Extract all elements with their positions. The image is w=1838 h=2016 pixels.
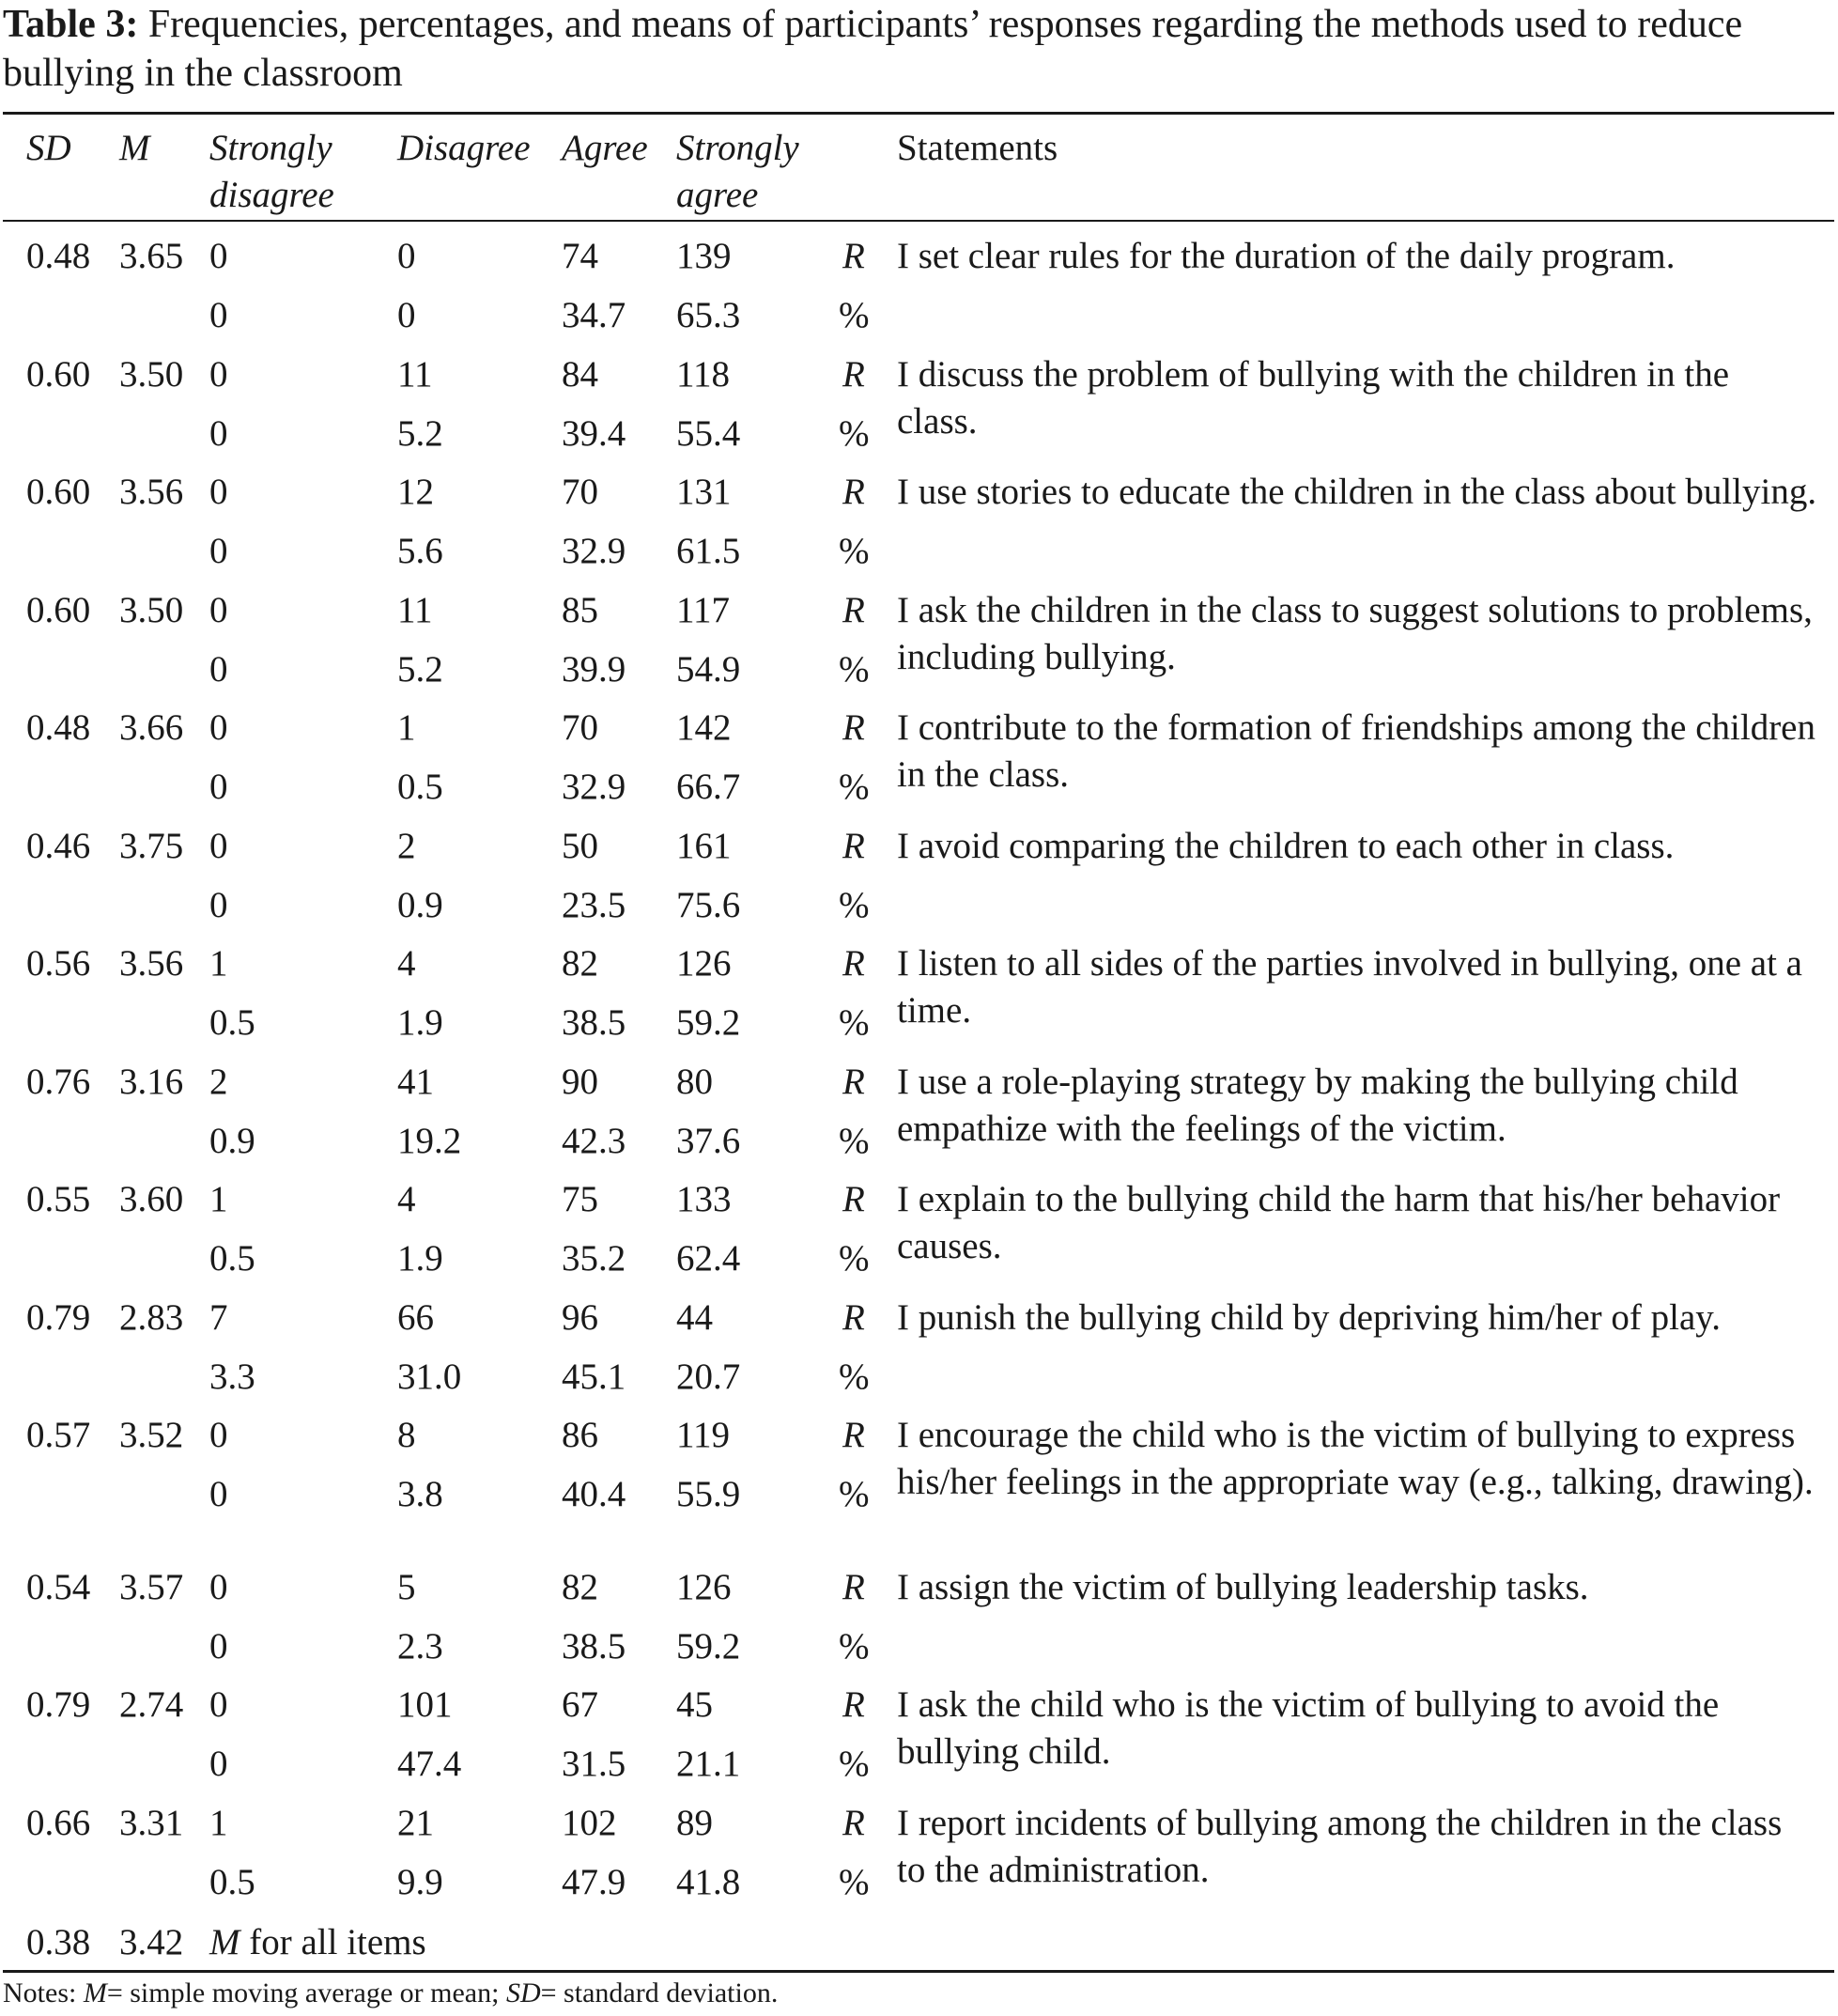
row-percent-strongly-disagree: 0 bbox=[209, 884, 228, 925]
row-count-disagree: 41 bbox=[397, 1061, 434, 1102]
row-count-strongly-disagree: 0 bbox=[209, 707, 228, 748]
row-percent-disagree: 31.0 bbox=[397, 1356, 462, 1397]
row-statement: I set clear rules for the duration of the daily program. bbox=[897, 236, 1676, 276]
row-mean: 3.31 bbox=[119, 1802, 184, 1843]
row-count-strongly-agree: 126 bbox=[676, 943, 732, 984]
row-percent-strongly-agree: 54.9 bbox=[676, 648, 741, 690]
row-count-strongly-agree: 80 bbox=[676, 1061, 713, 1102]
row-statement: I avoid comparing the children to each other in class. bbox=[897, 825, 1675, 866]
row-count-strongly-disagree: 0 bbox=[209, 825, 228, 866]
row-sd: 0.57 bbox=[26, 1415, 91, 1455]
row-count-strongly-disagree: 7 bbox=[209, 1296, 228, 1338]
row-percent-disagree: 0 bbox=[397, 295, 416, 335]
row-percent-strongly-disagree: 0 bbox=[209, 412, 228, 454]
row-sd: 0.60 bbox=[26, 353, 91, 395]
row-percent-label: % bbox=[839, 648, 870, 690]
row-percent-strongly-agree: 20.7 bbox=[676, 1356, 741, 1397]
row-percent-agree: 34.7 bbox=[562, 295, 626, 335]
header-m: M bbox=[119, 128, 150, 168]
row-r-label: R bbox=[842, 825, 865, 866]
row-mean: 3.56 bbox=[119, 472, 184, 512]
row-sd: 0.56 bbox=[26, 943, 91, 984]
row-percent-label: % bbox=[839, 295, 870, 335]
row-percent-strongly-agree: 59.2 bbox=[676, 1002, 741, 1043]
row-sd: 0.66 bbox=[26, 1802, 91, 1843]
row-count-strongly-disagree: 0 bbox=[209, 1415, 228, 1455]
row-percent-strongly-disagree: 0.5 bbox=[209, 1861, 255, 1902]
row-count-disagree: 11 bbox=[397, 589, 433, 630]
row-percent-strongly-disagree: 0.5 bbox=[209, 1238, 255, 1279]
row-statement: I explain to the bullying child the harm that his/her behavior causes. bbox=[897, 1179, 1781, 1266]
notes-sd-definition: = standard deviation. bbox=[540, 1977, 779, 2008]
row-percent-strongly-agree: 59.2 bbox=[676, 1625, 741, 1667]
row-count-agree: 90 bbox=[562, 1061, 598, 1102]
row-sd: 0.55 bbox=[26, 1179, 91, 1219]
row-percent-disagree: 5.6 bbox=[397, 531, 443, 571]
row-percent-strongly-disagree: 0 bbox=[209, 1744, 228, 1784]
row-count-agree: 70 bbox=[562, 472, 598, 512]
row-r-label: R bbox=[842, 589, 865, 630]
row-count-agree: 82 bbox=[562, 1566, 598, 1607]
row-sd: 0.48 bbox=[26, 707, 91, 748]
row-r-label: R bbox=[842, 1061, 865, 1102]
row-r-label: R bbox=[842, 472, 865, 512]
row-percent-agree: 40.4 bbox=[562, 1474, 626, 1514]
row-percent-disagree: 19.2 bbox=[397, 1120, 462, 1161]
summary-label-rest: for all items bbox=[249, 1922, 426, 1962]
row-count-strongly-agree: 118 bbox=[676, 353, 731, 395]
row-count-agree: 82 bbox=[562, 943, 598, 984]
row-percent-strongly-disagree: 0 bbox=[209, 1625, 228, 1667]
row-mean: 3.75 bbox=[119, 825, 184, 866]
row-percent-strongly-agree: 37.6 bbox=[676, 1120, 741, 1161]
row-count-strongly-agree: 131 bbox=[676, 472, 732, 512]
row-percent-label: % bbox=[839, 884, 870, 925]
row-percent-disagree: 3.8 bbox=[397, 1474, 443, 1514]
row-sd: 0.79 bbox=[26, 1684, 91, 1725]
row-count-disagree: 8 bbox=[397, 1415, 416, 1455]
row-count-disagree: 66 bbox=[397, 1296, 434, 1338]
summary-label bbox=[209, 1919, 426, 1966]
row-count-disagree: 12 bbox=[397, 472, 434, 512]
row-percent-disagree: 0.9 bbox=[397, 884, 443, 925]
row-percent-disagree: 47.4 bbox=[397, 1744, 462, 1784]
row-mean: 3.60 bbox=[119, 1179, 184, 1219]
row-percent-disagree: 1.9 bbox=[397, 1002, 443, 1043]
row-count-agree: 70 bbox=[562, 707, 598, 748]
row-r-label: R bbox=[842, 1802, 865, 1843]
summary-m: 3.42 bbox=[119, 1922, 184, 1962]
row-percent-strongly-disagree: 0 bbox=[209, 531, 228, 571]
row-sd: 0.48 bbox=[26, 236, 91, 276]
row-r-label: R bbox=[842, 236, 865, 276]
row-count-agree: 85 bbox=[562, 589, 598, 630]
row-percent-agree: 35.2 bbox=[562, 1238, 626, 1279]
row-percent-strongly-agree: 66.7 bbox=[676, 767, 741, 807]
row-statement: I ask the children in the class to suggest solutions to problems, including bullying. bbox=[897, 589, 1813, 677]
row-r-label: R bbox=[842, 1296, 865, 1338]
row-count-strongly-agree: 142 bbox=[676, 707, 732, 748]
header-sd: SD bbox=[26, 128, 71, 168]
row-percent-label: % bbox=[839, 1120, 870, 1161]
row-count-strongly-agree: 89 bbox=[676, 1802, 713, 1843]
row-percent-label: % bbox=[839, 1002, 870, 1043]
row-percent-strongly-disagree: 0 bbox=[209, 1474, 228, 1514]
row-percent-strongly-agree: 55.9 bbox=[676, 1474, 741, 1514]
row-count-agree: 96 bbox=[562, 1296, 598, 1338]
row-mean: 3.65 bbox=[119, 236, 184, 276]
row-count-agree: 75 bbox=[562, 1179, 598, 1219]
row-percent-agree: 39.4 bbox=[562, 412, 626, 454]
summary-label-m: M bbox=[209, 1922, 240, 1962]
row-count-disagree: 0 bbox=[397, 236, 416, 276]
header-strongly-disagree: Strongly disagree bbox=[209, 128, 334, 215]
row-count-disagree: 101 bbox=[397, 1684, 453, 1725]
table-notes bbox=[3, 1973, 778, 2014]
row-sd: 0.60 bbox=[26, 472, 91, 512]
row-percent-disagree: 0.5 bbox=[397, 767, 443, 807]
row-count-strongly-disagree: 1 bbox=[209, 943, 228, 984]
table-title: Frequencies, percentages, and means of participants’ responses regarding the methods used to reduce bullying in the classroom bbox=[3, 3, 1743, 95]
row-percent-strongly-disagree: 0 bbox=[209, 648, 228, 690]
row-count-disagree: 4 bbox=[397, 1179, 416, 1219]
row-count-strongly-disagree: 1 bbox=[209, 1802, 228, 1843]
header-strongly-agree: Strongly agree bbox=[676, 128, 799, 215]
table-label: Table 3: bbox=[3, 3, 139, 46]
row-percent-agree: 31.5 bbox=[562, 1744, 626, 1784]
row-percent-label: % bbox=[839, 767, 870, 807]
row-sd: 0.46 bbox=[26, 825, 91, 866]
row-count-strongly-disagree: 2 bbox=[209, 1061, 228, 1102]
row-count-agree: 67 bbox=[562, 1684, 598, 1725]
row-mean: 3.50 bbox=[119, 353, 184, 395]
row-r-label: R bbox=[842, 1179, 865, 1219]
row-percent-strongly-agree: 21.1 bbox=[676, 1744, 741, 1784]
row-sd: 0.79 bbox=[26, 1296, 91, 1338]
row-count-agree: 50 bbox=[562, 825, 598, 866]
row-count-strongly-agree: 133 bbox=[676, 1179, 732, 1219]
row-percent-agree: 45.1 bbox=[562, 1356, 626, 1397]
row-mean: 3.16 bbox=[119, 1061, 184, 1102]
row-percent-label: % bbox=[839, 531, 870, 571]
row-percent-agree: 38.5 bbox=[562, 1002, 626, 1043]
row-percent-label: % bbox=[839, 1744, 870, 1784]
row-count-agree: 102 bbox=[562, 1802, 617, 1843]
row-statement: I use stories to educate the children in the class about bullying. bbox=[897, 472, 1817, 512]
row-count-strongly-disagree: 1 bbox=[209, 1179, 228, 1219]
row-mean: 3.52 bbox=[119, 1415, 184, 1455]
row-percent-label: % bbox=[839, 1356, 870, 1397]
header-rule bbox=[3, 220, 1834, 222]
row-percent-strongly-agree: 41.8 bbox=[676, 1861, 741, 1902]
row-count-strongly-agree: 161 bbox=[676, 825, 732, 866]
notes-sd-symbol: SD bbox=[505, 1977, 541, 2008]
header-disagree: Disagree bbox=[397, 128, 531, 168]
row-statement: I assign the victim of bullying leadership tasks. bbox=[897, 1566, 1589, 1607]
row-count-strongly-disagree: 0 bbox=[209, 353, 228, 395]
row-sd: 0.60 bbox=[26, 589, 91, 630]
row-percent-label: % bbox=[839, 1238, 870, 1279]
row-mean: 3.50 bbox=[119, 589, 184, 630]
row-sd: 0.54 bbox=[26, 1566, 91, 1607]
notes-m-symbol: M bbox=[83, 1977, 107, 2008]
row-percent-disagree: 1.9 bbox=[397, 1238, 443, 1279]
row-count-agree: 86 bbox=[562, 1415, 598, 1455]
row-percent-agree: 42.3 bbox=[562, 1120, 626, 1161]
row-percent-strongly-disagree: 0.5 bbox=[209, 1002, 255, 1043]
row-mean: 3.56 bbox=[119, 943, 184, 984]
row-statement: I use a role-playing strategy by making the bullying child empathize with the feelings of the victim. bbox=[897, 1061, 1738, 1149]
row-percent-strongly-disagree: 0 bbox=[209, 767, 228, 807]
row-count-strongly-agree: 44 bbox=[676, 1296, 713, 1338]
row-count-agree: 84 bbox=[562, 353, 598, 395]
row-r-label: R bbox=[842, 1684, 865, 1725]
row-statement: I encourage the child who is the victim of bullying to express his/her feelings in the appropriate way (e.g., talking, drawing). bbox=[897, 1415, 1814, 1502]
row-count-agree: 74 bbox=[562, 236, 598, 276]
notes-m-definition: = simple moving average or mean; bbox=[106, 1977, 500, 2008]
row-statement: I listen to all sides of the parties involved in bullying, one at a time. bbox=[897, 943, 1802, 1031]
row-percent-label: % bbox=[839, 1625, 870, 1667]
row-percent-strongly-disagree: 0.9 bbox=[209, 1120, 255, 1161]
row-count-strongly-disagree: 0 bbox=[209, 1566, 228, 1607]
row-r-label: R bbox=[842, 1415, 865, 1455]
row-count-strongly-agree: 139 bbox=[676, 236, 732, 276]
notes-prefix: Notes: bbox=[3, 1977, 77, 2008]
row-percent-agree: 47.9 bbox=[562, 1861, 626, 1902]
row-percent-agree: 32.9 bbox=[562, 531, 626, 571]
summary-sd: 0.38 bbox=[26, 1922, 91, 1962]
row-count-strongly-agree: 117 bbox=[676, 589, 731, 630]
row-percent-disagree: 5.2 bbox=[397, 412, 443, 454]
row-r-label: R bbox=[842, 943, 865, 984]
row-r-label: R bbox=[842, 1566, 865, 1607]
row-percent-strongly-disagree: 0 bbox=[209, 295, 228, 335]
row-count-disagree: 4 bbox=[397, 943, 416, 984]
row-sd: 0.76 bbox=[26, 1061, 91, 1102]
row-percent-strongly-agree: 55.4 bbox=[676, 412, 741, 454]
row-percent-agree: 39.9 bbox=[562, 648, 626, 690]
row-percent-strongly-disagree: 3.3 bbox=[209, 1356, 255, 1397]
row-r-label: R bbox=[842, 707, 865, 748]
row-statement: I punish the bullying child by depriving him/her of play. bbox=[897, 1296, 1722, 1338]
row-percent-disagree: 2.3 bbox=[397, 1625, 443, 1667]
header-statements: Statements bbox=[897, 128, 1058, 168]
row-count-strongly-disagree: 0 bbox=[209, 589, 228, 630]
row-percent-strongly-agree: 61.5 bbox=[676, 531, 741, 571]
row-count-strongly-agree: 119 bbox=[676, 1415, 731, 1455]
row-count-disagree: 1 bbox=[397, 707, 416, 748]
row-percent-disagree: 5.2 bbox=[397, 648, 443, 690]
row-count-disagree: 5 bbox=[397, 1566, 416, 1607]
row-percent-strongly-agree: 65.3 bbox=[676, 295, 741, 335]
row-statement: I report incidents of bullying among the children in the class to the administration. bbox=[897, 1802, 1783, 1890]
row-count-disagree: 2 bbox=[397, 825, 416, 866]
top-rule bbox=[3, 112, 1834, 115]
row-count-strongly-disagree: 0 bbox=[209, 1684, 228, 1725]
row-mean: 2.74 bbox=[119, 1684, 184, 1725]
row-r-label: R bbox=[842, 353, 865, 395]
row-mean: 2.83 bbox=[119, 1296, 184, 1338]
row-count-strongly-agree: 45 bbox=[676, 1684, 713, 1725]
row-percent-strongly-agree: 62.4 bbox=[676, 1238, 741, 1279]
row-percent-label: % bbox=[839, 1474, 870, 1514]
row-count-strongly-disagree: 0 bbox=[209, 236, 228, 276]
row-mean: 3.57 bbox=[119, 1566, 184, 1607]
row-statement: I ask the child who is the victim of bullying to avoid the bullying child. bbox=[897, 1684, 1720, 1772]
row-percent-agree: 38.5 bbox=[562, 1625, 626, 1667]
row-statement: I discuss the problem of bullying with the children in the class. bbox=[897, 353, 1730, 442]
table-caption bbox=[3, 0, 1834, 98]
row-percent-label: % bbox=[839, 412, 870, 454]
row-count-disagree: 21 bbox=[397, 1802, 434, 1843]
row-percent-agree: 23.5 bbox=[562, 884, 626, 925]
row-mean: 3.66 bbox=[119, 707, 184, 748]
row-count-strongly-agree: 126 bbox=[676, 1566, 732, 1607]
row-count-strongly-disagree: 0 bbox=[209, 472, 228, 512]
row-percent-label: % bbox=[839, 1861, 870, 1902]
header-agree: Agree bbox=[562, 128, 648, 168]
row-percent-strongly-agree: 75.6 bbox=[676, 884, 741, 925]
row-count-disagree: 11 bbox=[397, 353, 433, 395]
row-percent-disagree: 9.9 bbox=[397, 1861, 443, 1902]
row-statement: I contribute to the formation of friendships among the children in the class. bbox=[897, 707, 1815, 795]
row-percent-agree: 32.9 bbox=[562, 767, 626, 807]
